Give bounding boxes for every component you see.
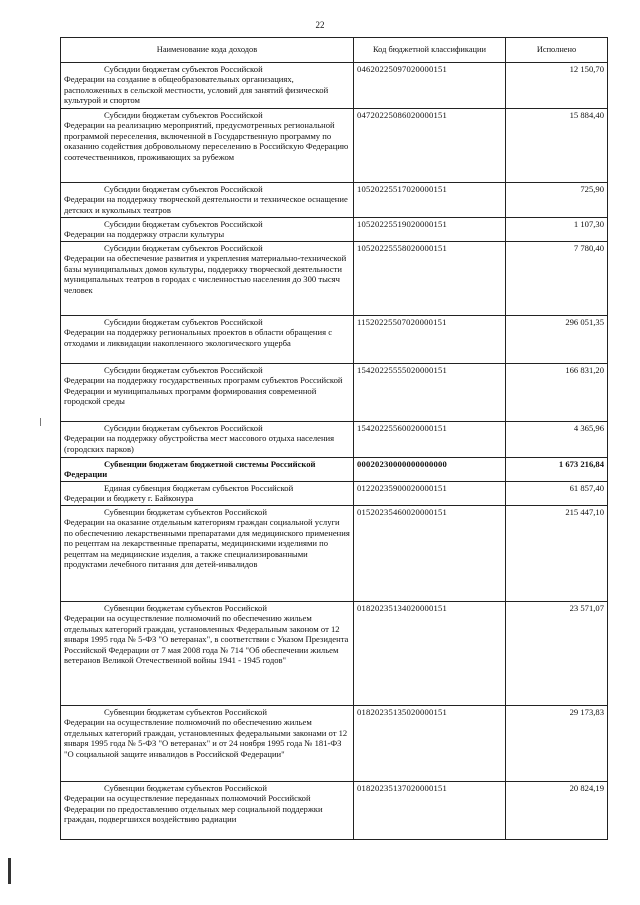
- revenue-name-cell: [61, 109, 354, 183]
- table-row: [61, 602, 608, 706]
- revenue-name-cell: [61, 422, 354, 458]
- revenue-name-first-line: Субвенции бюджетам субъектов Российской: [104, 783, 267, 793]
- table-row: [61, 242, 608, 316]
- classification-code-cell: 01820235137020000151: [354, 782, 506, 840]
- revenue-name-rest: Федерации на поддержку обустройства мест массового отдыха населения (городских парков): [64, 433, 335, 454]
- revenue-name-cell: [61, 183, 354, 218]
- header-code: Код бюджетной классификации: [354, 38, 506, 63]
- header-name: Наименование кода доходов: [61, 38, 354, 63]
- executed-amount-cell: 23 571,07: [506, 602, 608, 706]
- table-row: [61, 63, 608, 109]
- revenue-name-rest: Федерации на осуществление полномочий по обеспечению жильем отдельных категорий граждан, установленных Федеральным законом от 12 января 1995 года № 5-ФЗ "О ветеранах", в соответствии с Указом Президента Российской Федерации от 7 мая 2008 года № 714 "Об обеспечении жильем ветеранов Великой Отечественной войны 1941 - 1945 годов": [64, 613, 349, 666]
- executed-amount-cell: 166 831,20: [506, 364, 608, 422]
- revenue-name-first-line: Субвенции бюджетам субъектов Российской: [104, 507, 267, 517]
- executed-amount-cell: 1 673 216,84: [506, 458, 608, 482]
- revenue-name-first-line: Субвенции бюджетам субъектов Российской: [104, 707, 267, 717]
- revenue-name-cell: [61, 706, 354, 782]
- revenue-name-first-line: Субсидии бюджетам субъектов Российской: [104, 64, 263, 74]
- table-row: [61, 706, 608, 782]
- revenue-name-rest: Федерации и бюджету г. Байконура: [64, 493, 194, 504]
- revenue-name-first-line: Субсидии бюджетам субъектов Российской: [104, 317, 263, 327]
- classification-code-cell: 01520235460020000151: [354, 506, 506, 602]
- executed-amount-cell: 296 051,35: [506, 316, 608, 364]
- revenue-name-cell: [61, 602, 354, 706]
- revenue-name-first-line: Субсидии бюджетам субъектов Российской: [104, 243, 263, 253]
- executed-amount-cell: 215 447,10: [506, 506, 608, 602]
- table-row: [61, 782, 608, 840]
- revenue-name-rest: Федерации на создание в общеобразовательных организациях, расположенных в сельской местности, условий для занятий физической культурой и спортом: [64, 74, 329, 106]
- revenue-name-cell: [61, 63, 354, 109]
- table-row: [61, 364, 608, 422]
- revenue-table-body: [61, 63, 608, 840]
- table-row: [61, 458, 608, 482]
- executed-amount-cell: 4 365,96: [506, 422, 608, 458]
- table-row: [61, 109, 608, 183]
- revenue-name-first-line: Субсидии бюджетам субъектов Российской: [104, 219, 263, 229]
- executed-amount-cell: 15 884,40: [506, 109, 608, 183]
- revenue-name-rest: Федерации: [64, 469, 108, 480]
- revenue-name-cell: [61, 482, 354, 506]
- table-row: [61, 482, 608, 506]
- revenue-name-first-line: Субсидии бюджетам субъектов Российской: [104, 423, 263, 433]
- revenue-name-cell: [61, 364, 354, 422]
- classification-code-cell: 10520225519020000151: [354, 218, 506, 242]
- header-executed: Исполнено: [506, 38, 608, 63]
- classification-code-cell: 15420225555020000151: [354, 364, 506, 422]
- revenue-name-first-line: Субсидии бюджетам субъектов Российской: [104, 365, 263, 375]
- revenue-name-cell: [61, 506, 354, 602]
- revenue-name-rest: Федерации на поддержку региональных проектов в области обращения с отходами и ликвидации накопленного экологического ущерба: [64, 327, 333, 348]
- classification-code-cell: 01220235900020000151: [354, 482, 506, 506]
- revenue-name-cell: [61, 316, 354, 364]
- scan-margin-tick: [40, 418, 41, 426]
- table-row: [61, 422, 608, 458]
- executed-amount-cell: 7 780,40: [506, 242, 608, 316]
- revenue-name-rest: Федерации на осуществление переданных полномочий Российской Федерации по предоставлению отдельных мер социальной поддержки граждан, подвергшихся воздействию радиации: [64, 793, 323, 825]
- classification-code-cell: 04720225086020000151: [354, 109, 506, 183]
- executed-amount-cell: 725,90: [506, 183, 608, 218]
- scan-margin-mark: [8, 858, 11, 884]
- table-row: [61, 506, 608, 602]
- revenue-name-rest: Федерации на реализацию мероприятий, предусмотренных региональной программой переселения, включенной в Государственную программу по оказанию содействия добровольному переселению в Российскую Федерацию соотечественников, проживающих за рубежом: [64, 120, 349, 162]
- executed-amount-cell: 1 107,30: [506, 218, 608, 242]
- table-row: [61, 218, 608, 242]
- classification-code-cell: 01820235135020000151: [354, 706, 506, 782]
- revenue-name-cell: [61, 218, 354, 242]
- classification-code-cell: 10520225558020000151: [354, 242, 506, 316]
- revenue-name-first-line: Субсидии бюджетам субъектов Российской: [104, 184, 263, 194]
- executed-amount-cell: 61 857,40: [506, 482, 608, 506]
- revenue-name-cell: [61, 242, 354, 316]
- revenue-table: [60, 37, 608, 840]
- revenue-name-rest: Федерации на обеспечение развития и укрепления материально-технической базы муниципальных домов культуры, поддержку творческой деятельности муниципальных театров в городах с численностью населения до 300 тысяч человек: [64, 253, 347, 295]
- executed-amount-cell: 29 173,83: [506, 706, 608, 782]
- table-row: [61, 183, 608, 218]
- table-row: [61, 316, 608, 364]
- revenue-name-rest: Федерации на поддержку государственных программ субъектов Российской Федерации и муниципальных программ формирования современной городской среды: [64, 375, 343, 407]
- executed-amount-cell: 12 150,70: [506, 63, 608, 109]
- page-number: 22: [315, 20, 325, 30]
- revenue-name-cell: [61, 782, 354, 840]
- revenue-table-header: [61, 38, 608, 63]
- classification-code-cell: 01820235134020000151: [354, 602, 506, 706]
- revenue-name-first-line: Субсидии бюджетам субъектов Российской: [104, 110, 263, 120]
- classification-code-cell: 00020230000000000000: [354, 458, 506, 482]
- revenue-name-first-line: Единая субвенция бюджетам субъектов Российской: [104, 483, 294, 493]
- revenue-name-cell: [61, 458, 354, 482]
- revenue-name-rest: Федерации на осуществление полномочий по обеспечению жильем отдельных категорий граждан, установленных федеральными законами от 12 января 1995 года № 5-ФЗ "О ветеранах" и от 24 ноября 1995 года № 181-ФЗ "О социальной защите инвалидов в Российской Федерации": [64, 717, 348, 759]
- classification-code-cell: 10520225517020000151: [354, 183, 506, 218]
- revenue-name-first-line: Субвенции бюджетам субъектов Российской: [104, 603, 267, 613]
- executed-amount-cell: 20 824,19: [506, 782, 608, 840]
- revenue-name-rest: Федерации на оказание отдельным категориям граждан социальной услуги по обеспечению лекарственными препаратами для медицинского применения по рецептам на лекарственные препараты, медицинскими изделиями по рецептам на медицинские изделия, а также специализированными продуктами лечебного питания для детей-инвалидов: [64, 517, 350, 570]
- classification-code-cell: 11520225507020000151: [354, 316, 506, 364]
- revenue-name-rest: Федерации на поддержку отрасли культуры: [64, 229, 225, 240]
- revenue-name-rest: Федерации на поддержку творческой деятельности и техническое оснащение детских и кукольных театров: [64, 194, 348, 215]
- revenue-name-first-line: Субвенции бюджетам бюджетной системы Российской: [104, 459, 316, 469]
- classification-code-cell: 04620225097020000151: [354, 63, 506, 109]
- classification-code-cell: 15420225560020000151: [354, 422, 506, 458]
